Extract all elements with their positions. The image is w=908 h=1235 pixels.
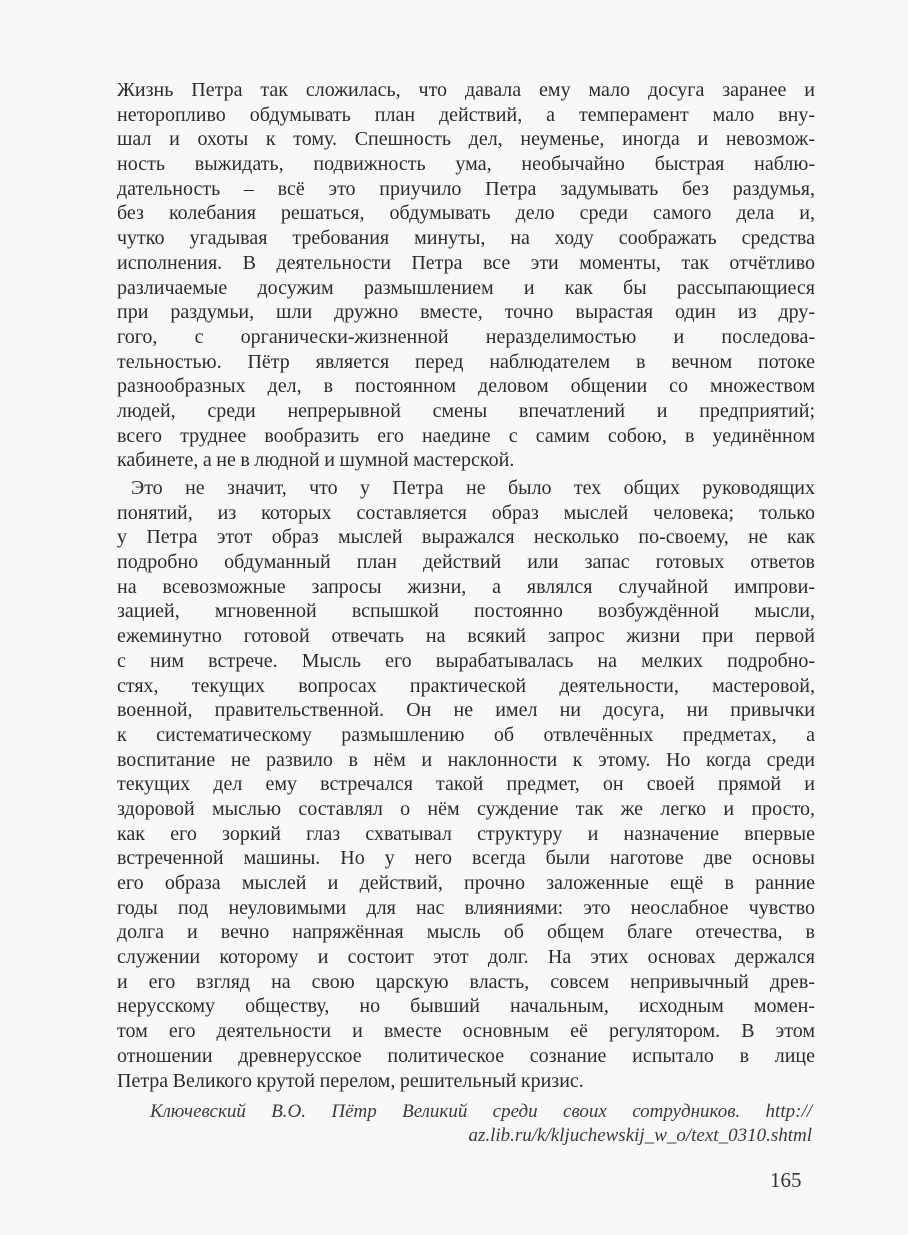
text-line: воспитание не развило в нём и наклонности к этому. Но когда среди [117, 748, 815, 771]
text-line: на всевозможные запросы жизни, а являлся случайной импрови- [117, 575, 815, 598]
text-line: чутко угадывая требования минуты, на ходу соображать средства [117, 227, 815, 250]
text-line: без колебания решаться, обдумывать дело среди самого дела и, [117, 202, 815, 225]
text-line: понятий, из которых составляется образ мыслей человека; только [117, 501, 815, 524]
text-line: как его зоркий глаз схватывал структуру и назначение впервые [117, 822, 815, 845]
text-line: неторопливо обдумывать план действий, а темперамент мало вну- [117, 103, 815, 126]
text-line: военной, правительственной. Он не имел ни досуга, ни привычки [117, 699, 815, 722]
paragraph [117, 78, 815, 473]
text-line: ежеминутно готовой отвечать на всякий запрос жизни при первой [117, 625, 815, 648]
text-line: текущих дел ему встречался такой предмет, он своей прямой и [117, 773, 815, 796]
text-line: Это не значит, что у Петра не было тех общих руководящих [131, 477, 815, 499]
text-line: разнообразных дел, в постоянном деловом общении со множеством [117, 375, 815, 398]
text-line: Петра Великого крутой перелом, решительный кризис. [117, 1069, 584, 1092]
text-line: том его деятельности и вместе основным её регулятором. В этом [117, 1020, 815, 1043]
text-line: встреченной машины. Но у него всегда были наготове две основы [117, 847, 815, 870]
text-line: кабинете, а не в людной и шумной мастерской. [117, 449, 515, 472]
paragraph [117, 476, 815, 1093]
text-line: долга и вечно напряжённая мысль об общем благе отечества, в [117, 921, 815, 944]
page-number: 165 [770, 1168, 802, 1192]
text-line: и его взгляд на свою царскую власть, совсем непривычный древ- [117, 970, 815, 993]
text-line: у Петра этот образ мыслей выражался несколько по-своему, не как [117, 526, 815, 549]
text-line: ность выжидать, подвижность ума, необычайно быстрая наблю- [117, 153, 815, 176]
text-line: исполнения. В деятельности Петра все эти моменты, так отчётливо [117, 251, 815, 274]
text-line: гого, с органически-жизненной неразделимостью и последова- [117, 325, 815, 348]
citation-link: az.lib.ru/k/kljuchewskij_w_o/text_0310.shtml [468, 1125, 812, 1146]
text-line: подробно обдуманный план действий или запас готовых ответов [117, 551, 815, 574]
text-line: к систематическому размышлению об отвлечённых предметах, а [117, 723, 815, 746]
text-line: зацией, мгновенной вспышкой постоянно возбуждённой мысли, [117, 600, 815, 623]
text-line: с ним встрече. Мысль его вырабатывалась на мелких подробно- [117, 649, 815, 672]
text-line: всего труднее вообразить его наедине с самим собою, в уединённом [117, 424, 815, 447]
text-line: здоровой мыслью составлял о нём суждение так же легко и просто, [117, 797, 815, 820]
citation-line: Ключевский В.О. Пётр Великий среди своих сотрудников. http:// [150, 1101, 812, 1122]
text-line: служении которому и состоит этот долг. На этих основах держался [117, 946, 815, 969]
text-line: нерусскому обществу, но бывший начальным, исходным момен- [117, 995, 815, 1018]
text-line: при раздумьи, шли дружно вместе, точно вырастая один из дру- [117, 301, 815, 324]
body-text [117, 78, 815, 1093]
text-line: тельностью. Пётр является перед наблюдателем в вечном потоке [117, 350, 815, 373]
text-line: различаемые досужим размышлением и как бы рассыпающиеся [117, 276, 815, 299]
text-line: его образа мыслей и действий, прочно заложенные ещё в ранние [117, 872, 815, 894]
text-line: шал и охоты к тому. Спешность дел, неуменье, иногда и невозмож- [117, 128, 815, 151]
text-line: годы под неуловимыми для нас влияниями: это неослабное чувство [117, 896, 815, 919]
text-line: Жизнь Петра так сложилась, что давала ему мало досуга заранее и [117, 79, 815, 101]
citation [150, 1100, 812, 1148]
text-line: отношении древнерусское политическое сознание испытало в лице [117, 1044, 815, 1067]
text-line: стях, текущих вопросах практической деятельности, мастеровой, [117, 674, 815, 697]
text-line: дательность – всё это приучило Петра задумывать без раздумья, [117, 177, 815, 200]
text-line: людей, среди непрерывной смены впечатлений и предприятий; [117, 399, 815, 422]
